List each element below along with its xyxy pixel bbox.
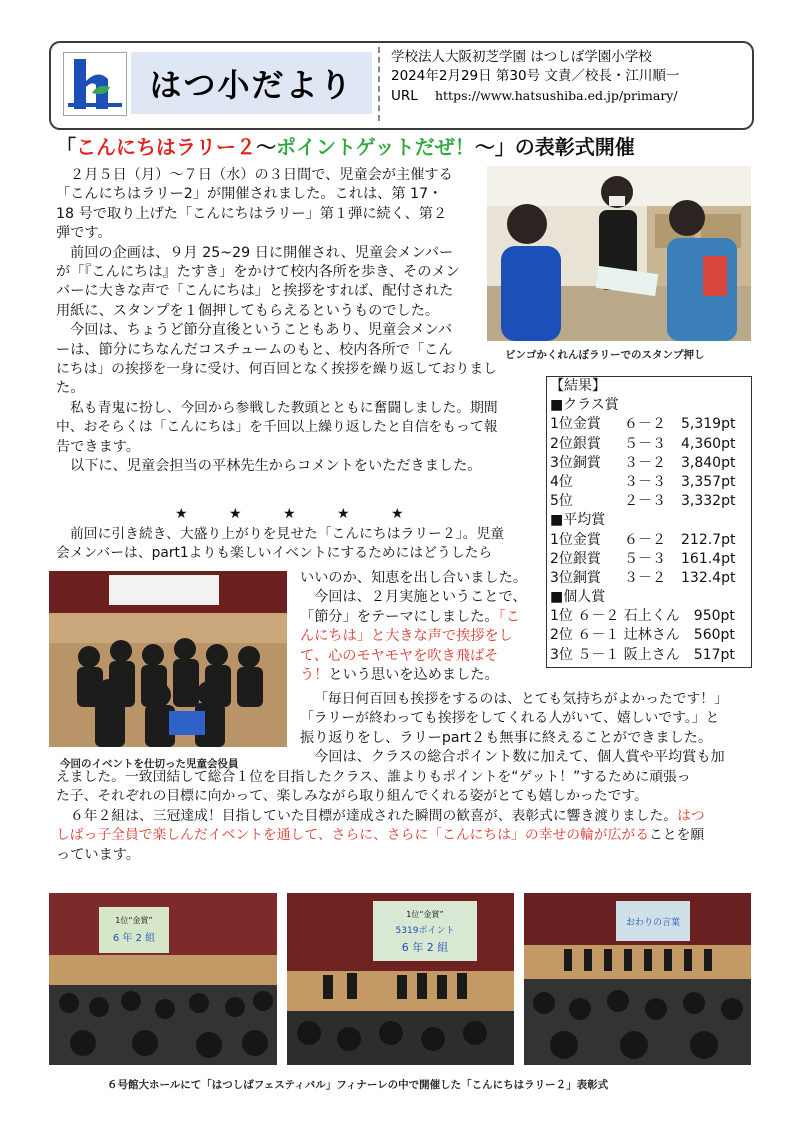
school-name: 学校法人大阪初芝学園 はつしば学園小学校 <box>391 49 652 65</box>
article-body-top <box>56 166 486 360</box>
paragraph-line: えました。一致団結して総合１位を目指したクラス、誰よりもポイントを“ゲット！”するために頑張っ <box>56 769 691 785</box>
star-icon: ★ <box>229 506 242 522</box>
photo-ceremony-1 <box>49 893 277 1065</box>
photo-ceremony-3 <box>524 893 751 1065</box>
caption-photo-stamp: ビンゴかくれんぼラリーでのスタンプ押し <box>505 349 705 361</box>
paragraph-line: っています。 <box>56 846 140 863</box>
paragraph-line: 今回は、クラスの総合ポイント数に加えて、個人賞や平均賞も加 <box>314 749 725 766</box>
paragraph-line: 振り返りをし、ラリーpart２も無事に終えることができました。 <box>300 729 713 746</box>
paragraph-line: が「『こんにちは』たすき」をかけて校内各所を歩き、そのメン <box>56 264 460 281</box>
paragraph-red-text: 「こ <box>498 608 520 625</box>
result-row: 1位金賞 ６－２ 5,319pt <box>550 416 736 433</box>
result-row: 2位 ６－１ 辻林さん 560pt <box>550 627 735 644</box>
screen-text-2: 5319ポイント <box>395 926 455 936</box>
paragraph-text: という思いを込めました。 <box>328 667 499 684</box>
result-row: 4位 ３－３ 3,357pt <box>550 473 736 490</box>
photo-stamp-scene <box>487 166 751 341</box>
paragraph-line: にちは」の挨拶を一身に受け、何百回となく挨拶を繰り返しておりまし <box>56 361 497 377</box>
newsletter-title: はつ小だより <box>149 66 354 104</box>
separator-stars <box>175 506 475 522</box>
star-icon: ★ <box>391 506 404 522</box>
paragraph-line: た。 <box>56 380 85 397</box>
result-row: 3位銅賞 ３－２ 132.4pt <box>550 569 736 586</box>
paragraph-line: 「こんにちはラリー2」が開催されました。これは、第 17・ <box>56 186 443 203</box>
paragraph-line: 前回の企画は、９月 25~29 日に開催され、児童会メンバー <box>70 244 454 261</box>
school-url[interactable]: https://www.hatsushiba.ed.jp/primary/ <box>434 88 678 103</box>
paragraph-line: 弾です。 <box>56 225 112 242</box>
result-row: 2位銀賞 ５－３ 161.4pt <box>550 550 736 567</box>
paragraph-text: ６年２組は、三冠達成！目指していた目標が達成された瞬間の歓喜が、表彰式に響き渡りました。 <box>70 807 678 824</box>
screen-text-3: 6 年 2 組 <box>401 941 449 954</box>
school-logo <box>63 52 127 116</box>
paragraph-line: 中、おそらくは「こんにちは」を千回以上繰り返したと自信をもって報 <box>56 419 498 436</box>
hatsushiba-logo-icon <box>64 53 126 115</box>
headline-tilde: ～ <box>474 135 495 159</box>
paragraph-line: 以下に、児童会担当の平林先生からコメントをいただきました。 <box>70 458 482 475</box>
ceremony-image-1 <box>49 893 277 1065</box>
headline-green: ポイントゲットだぜ！ <box>276 135 475 159</box>
result-row: 1位金賞 ６－２ 212.7pt <box>550 531 736 548</box>
article-headline <box>56 131 756 160</box>
ceremony-image-2 <box>287 893 514 1065</box>
paragraph-line: 今回は、２月実施ということで、 <box>314 589 527 606</box>
headline-tilde: ～ <box>256 135 276 159</box>
paragraph-red-text: て、心のモヤモヤを吹き飛ばそ <box>300 647 499 664</box>
article-body-comment <box>56 525 546 564</box>
issue-info: 2024年2月29日 第30号 文責／校長・江川順一 <box>391 68 680 84</box>
results-title: 【結果】 <box>550 378 606 394</box>
star-icon: ★ <box>337 506 350 522</box>
paragraph-line: 18 号で取り上げた「こんにちはラリー」第１弾に続く、第２ <box>56 205 448 222</box>
paragraph-line: 用紙に、スタンプを１個押してもらえるというものでした。 <box>56 302 440 319</box>
paragraph-line: バーに大きな声で「こんにちは」と挨拶をすれば、配付された <box>56 283 454 300</box>
results-ind-heading: ■個人賞 <box>550 589 606 606</box>
paragraph-line: ２月５日（月）～７日（水）の３日間で、児童会が主催する <box>70 167 453 183</box>
headline-red: こんにちはラリー２ <box>76 135 256 159</box>
paragraph-line: 今回は、ちょうど節分直後ということもあり、児童会メンバ <box>70 322 453 339</box>
paragraph-line: 前回に引き続き、大盛り上がりを見せた「こんにちはラリー２」。児童 <box>70 526 505 542</box>
paragraph-red-text: う！ <box>300 667 329 684</box>
stamp-scene-image <box>487 166 751 341</box>
screen-text-1: おわりの言葉 <box>625 918 681 928</box>
star-icon: ★ <box>283 506 296 522</box>
photo-ceremony-2 <box>287 893 514 1065</box>
paragraph-red-text: しばっ子全員で楽しんだイベントを通して、さらに、さらに「こんにちは」の幸せの輪が広がる <box>56 827 649 844</box>
screen-text-1: 1位“金賞” <box>115 916 153 925</box>
caption-photo-council: 今回のイベントを仕切った児童会役員 <box>60 758 239 770</box>
paragraph-line: 「ラリーが終わっても挨拶をしてくれる人がいて、嬉しいです。」と <box>300 710 720 727</box>
result-row: 2位銀賞 ５－３ 4,360pt <box>550 435 736 452</box>
newsletter-title-box <box>131 52 372 114</box>
photo-student-council <box>49 571 287 747</box>
caption-bottom-photos: ６号館大ホールにて「はつしばフェスティバル」フィナーレの中で開催した「こんにちはラリー２」表彰式 <box>107 1079 609 1091</box>
paragraph-text: ことを願 <box>649 827 705 844</box>
paragraph-line: 会メンバーは、part1よりも楽しいイベントにするためにはどうしたら <box>56 545 493 562</box>
article-body-side <box>300 569 545 685</box>
result-row: 5位 ２－３ 3,332pt <box>550 493 736 510</box>
header-divider <box>378 47 380 121</box>
student-council-image <box>49 571 287 747</box>
result-row: 3位銅賞 ３－２ 3,840pt <box>550 454 736 471</box>
result-row: 3位 ５－１ 阪上さん 517pt <box>550 646 735 663</box>
paragraph-line: ーは、節分にちなんだコスチュームのもと、校内各所で「こん <box>56 341 453 358</box>
ceremony-image-3 <box>524 893 751 1065</box>
paragraph-text: 「節分」をテーマにしました。 <box>300 608 499 625</box>
article-body-quotes <box>300 690 750 768</box>
paragraph-red-text: はつ <box>677 807 705 824</box>
article-body-bottom <box>56 768 756 865</box>
results-class-heading: ■クラス賞 <box>550 397 619 414</box>
paragraph-line: 告できます。 <box>56 438 140 455</box>
screen-text-1: 1位“金賞” <box>406 910 444 919</box>
star-icon: ★ <box>175 506 188 522</box>
paragraph-line: 「毎日何百回も挨拶をするのは、とても気持ちがよかったです！」 <box>314 691 728 707</box>
screen-text-2: 6 年 2 組 <box>112 933 156 944</box>
article-body-mid <box>56 360 546 476</box>
url-line <box>391 86 741 106</box>
result-row: 1位 ６－２ 石上くん 950pt <box>550 608 735 625</box>
paragraph-red-text: んにちは」と大きな声で挨拶をし <box>300 628 513 645</box>
paragraph-line: いいのか、知恵を出し合いました。 <box>300 570 528 586</box>
headline-close: 」の表彰式開催 <box>494 135 635 159</box>
results-box <box>546 376 752 668</box>
header-info <box>391 48 741 106</box>
paragraph-line: 私も青鬼に扮し、今回から参戦した教頭とともに奮闘しました。期間 <box>70 399 498 416</box>
headline-open: 「 <box>56 135 76 159</box>
newsletter-header <box>49 41 754 130</box>
url-label: URL <box>391 88 418 104</box>
results-avg-heading: ■平均賞 <box>550 512 606 529</box>
paragraph-line: た子、それぞれの目標に向かって、楽しみながら取り組んでくれる姿がとても嬉しかったです。 <box>56 788 648 805</box>
